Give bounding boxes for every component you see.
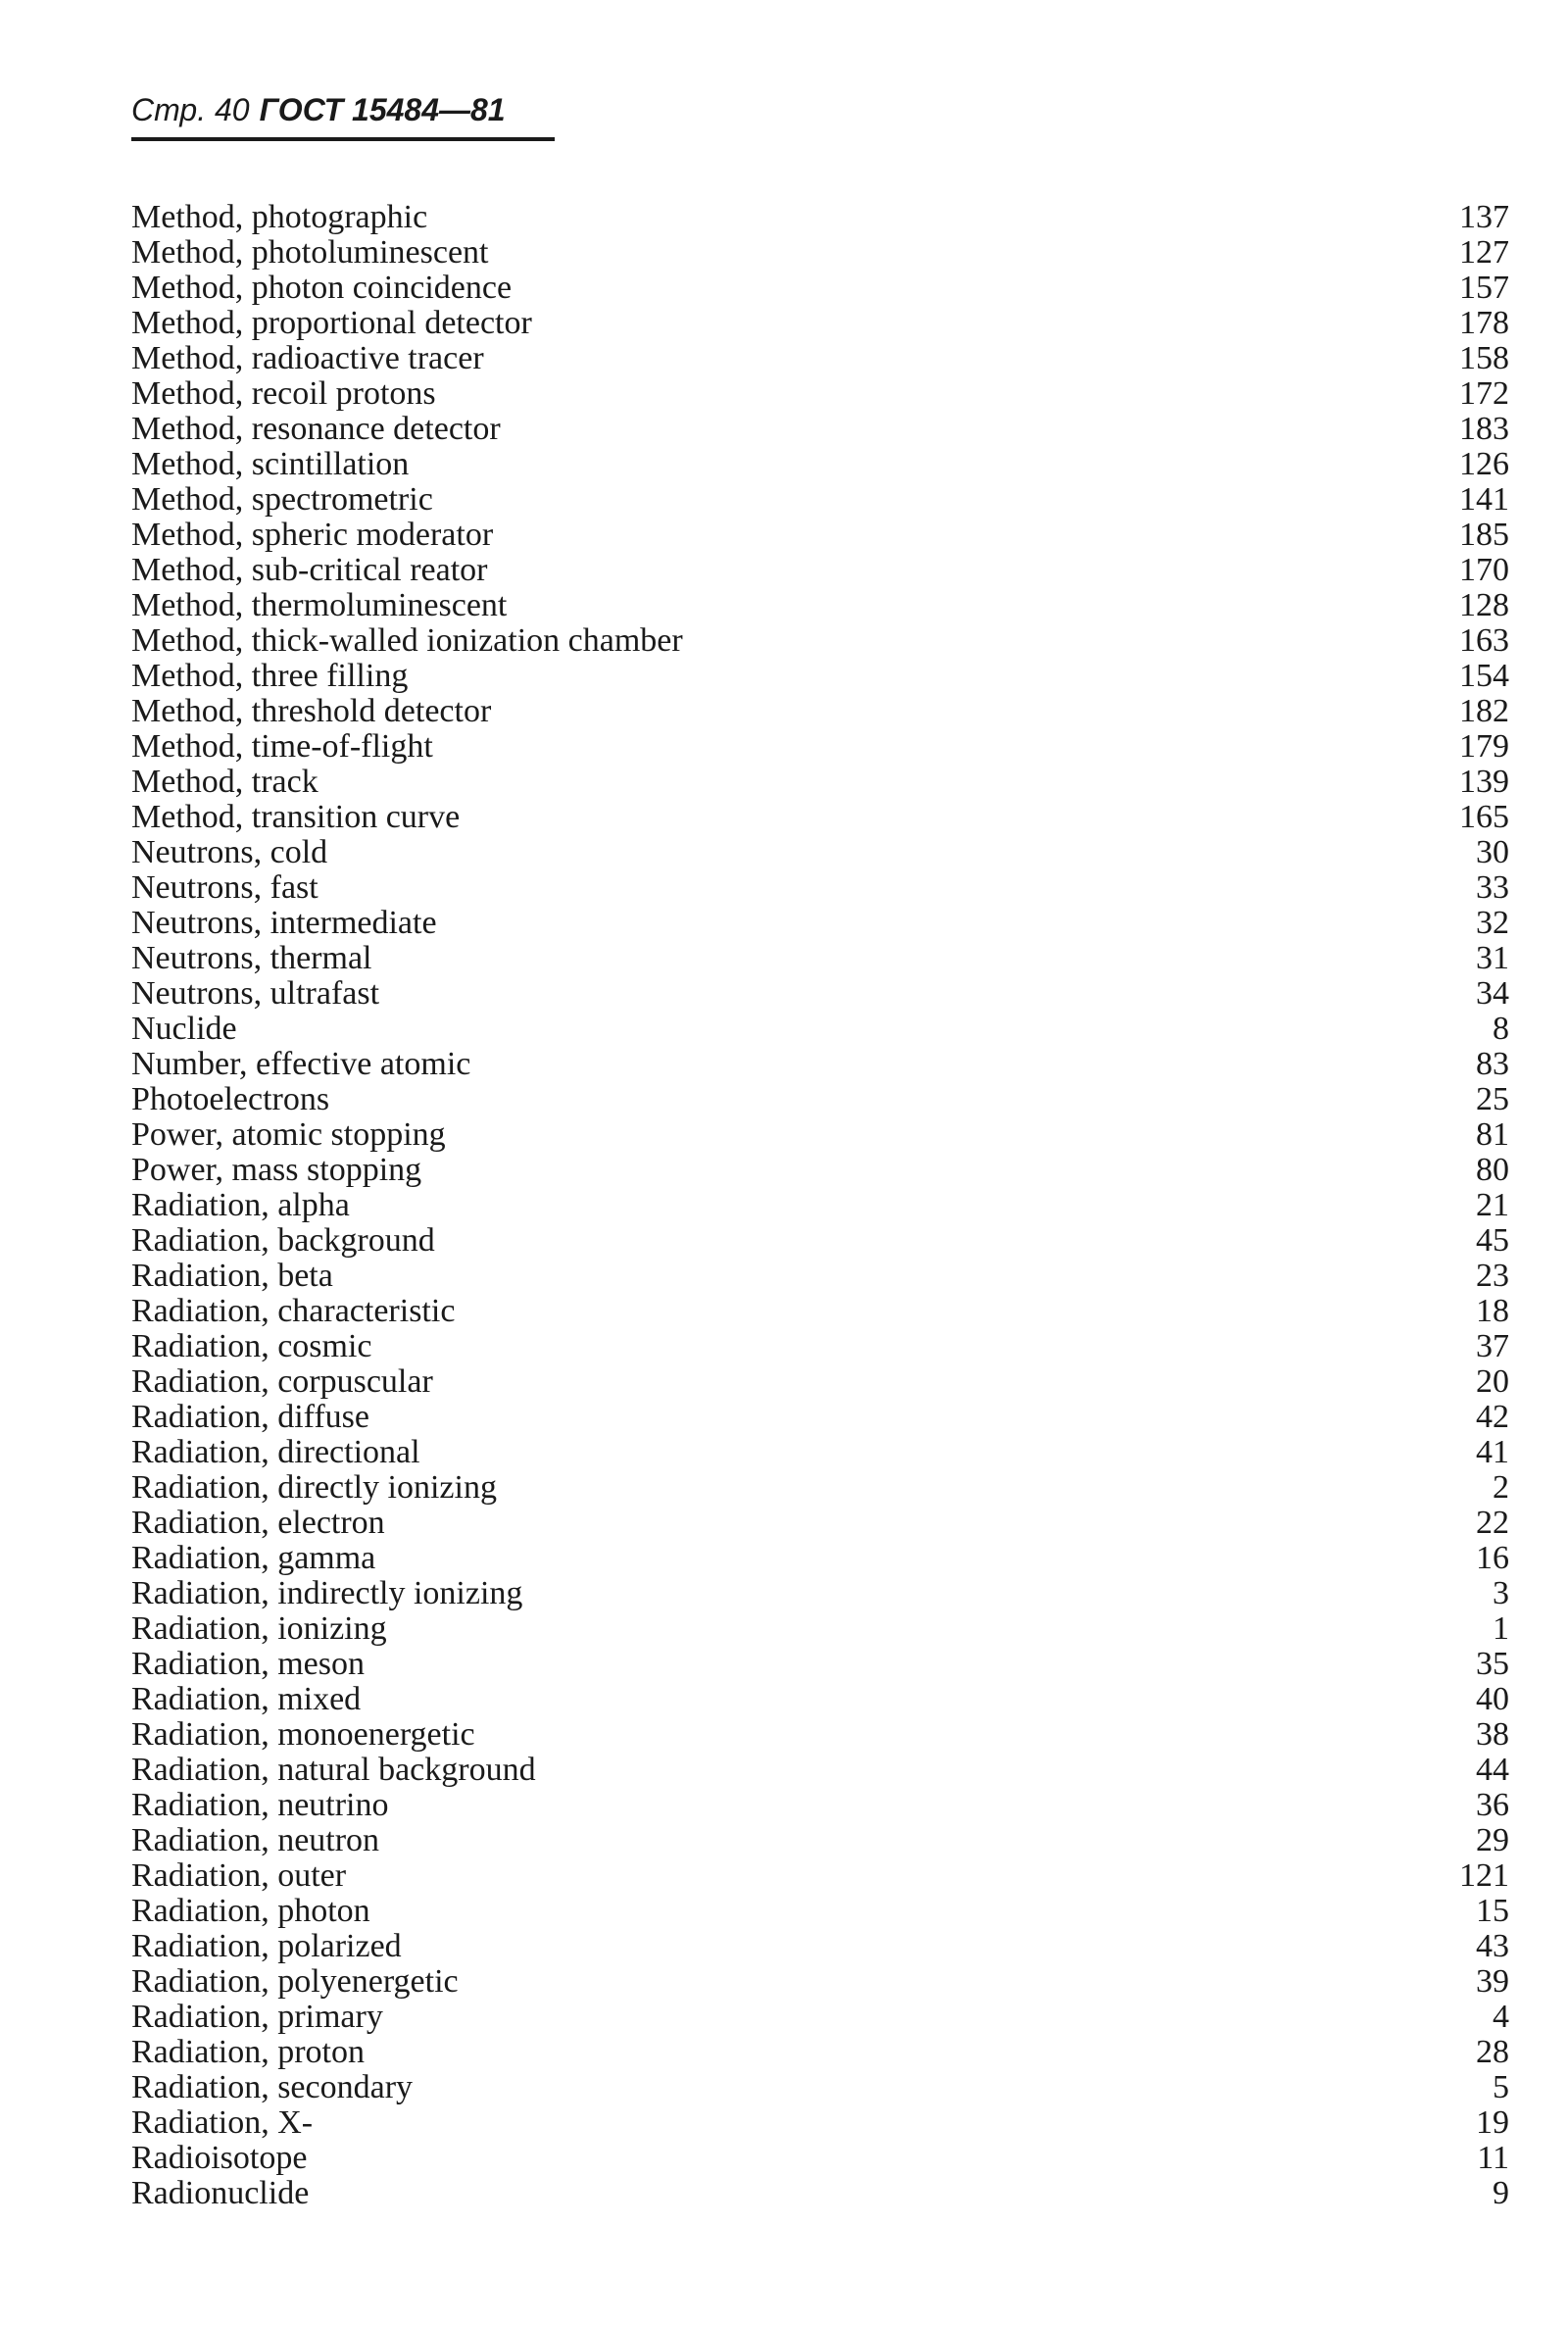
index-term: Method, thermoluminescent (131, 588, 508, 623)
index-page-number: 35 (1476, 1646, 1509, 1682)
index-page-number: 20 (1476, 1363, 1509, 1400)
index-entry (131, 2105, 1509, 2141)
index-entry (131, 1188, 1509, 1223)
index-entry (131, 1435, 1509, 1470)
index-entry (131, 412, 1509, 447)
index-page-number: 1 (1493, 1610, 1509, 1647)
index-term: Radiation, ionizing (131, 1611, 387, 1647)
index-term: Radiation, directly ionizing (131, 1470, 497, 1506)
index-entry (131, 1929, 1509, 1964)
index-term: Method, photoluminescent (131, 235, 489, 271)
index-term: Number, effective atomic (131, 1047, 471, 1082)
index-term: Radiation, background (131, 1223, 435, 1259)
index-entry (131, 1223, 1509, 1259)
index-entry (131, 1682, 1509, 1717)
index-page-number: 127 (1459, 234, 1509, 271)
index-page-number: 45 (1476, 1222, 1509, 1259)
index-term: Radiation, cosmic (131, 1329, 372, 1364)
index-entry (131, 1400, 1509, 1435)
index-entry (131, 1823, 1509, 1858)
index-entry (131, 2000, 1509, 2035)
index-term: Radiation, outer (131, 1858, 347, 1894)
index-term: Radiation, corpuscular (131, 1364, 433, 1400)
index-page-number: 40 (1476, 1681, 1509, 1717)
index-page-number: 16 (1476, 1540, 1509, 1576)
index-entry (131, 1329, 1509, 1364)
standard-designation: ГОСТ 15484—81 (259, 92, 506, 127)
index-term: Radiation, indirectly ionizing (131, 1576, 523, 1611)
index-term: Radiation, X- (131, 2105, 314, 2141)
index-term: Method, photographic (131, 200, 428, 235)
index-entry (131, 1647, 1509, 1682)
index-entry (131, 1047, 1509, 1082)
index-entry (131, 1894, 1509, 1929)
index-page-number: 33 (1476, 869, 1509, 906)
index-entry (131, 1788, 1509, 1823)
index-entry (131, 800, 1509, 835)
index-term: Radiation, secondary (131, 2070, 414, 2105)
index-entry (131, 976, 1509, 1012)
index-term: Radiation, polyenergetic (131, 1964, 459, 2000)
index-term: Method, sub-critical reator (131, 553, 488, 588)
index-page-number: 34 (1476, 975, 1509, 1012)
index-page-number: 42 (1476, 1399, 1509, 1435)
index-page-number: 29 (1476, 1822, 1509, 1858)
index-page-number: 154 (1459, 658, 1509, 694)
index-page-number: 121 (1459, 1857, 1509, 1894)
index-entry (131, 1753, 1509, 1788)
index-term: Radiation, neutrino (131, 1788, 389, 1823)
index-page-number: 2 (1493, 1469, 1509, 1506)
index-page-number: 172 (1459, 375, 1509, 412)
index-page-number: 170 (1459, 552, 1509, 588)
index-entry (131, 341, 1509, 376)
index-entry (131, 2141, 1509, 2176)
index-entry (131, 1576, 1509, 1611)
index-page-number: 18 (1476, 1293, 1509, 1329)
index-page-number: 137 (1459, 199, 1509, 235)
index-entry (131, 1964, 1509, 2000)
index-page-number: 163 (1459, 622, 1509, 659)
index-page-number: 22 (1476, 1505, 1509, 1541)
index-term: Radiation, diffuse (131, 1400, 369, 1435)
index-term: Photoelectrons (131, 1082, 330, 1117)
index-page-number: 179 (1459, 728, 1509, 765)
index-entry (131, 588, 1509, 623)
index-entry (131, 1082, 1509, 1117)
index-page-number: 185 (1459, 517, 1509, 553)
index-page-number: 139 (1459, 764, 1509, 800)
index-entry (131, 1294, 1509, 1329)
index-term: Radiation, polarized (131, 1929, 402, 1964)
index-page-number: 11 (1477, 2140, 1509, 2176)
index-entry (131, 200, 1509, 235)
index-term: Radiation, monoenergetic (131, 1717, 475, 1753)
index-page-number: 141 (1459, 481, 1509, 518)
index-entry (131, 271, 1509, 306)
index-page-number: 8 (1493, 1011, 1509, 1047)
index-entry (131, 835, 1509, 870)
index-term: Method, threshold detector (131, 694, 492, 729)
index-page-number: 183 (1459, 411, 1509, 447)
index-page-number: 43 (1476, 1928, 1509, 1964)
index-page-number: 15 (1476, 1893, 1509, 1929)
index-page-number: 28 (1476, 2034, 1509, 2070)
index-term: Neutrons, ultrafast (131, 976, 380, 1012)
index-term: Neutrons, thermal (131, 941, 372, 976)
index-entry (131, 1858, 1509, 1894)
index-term: Radiation, alpha (131, 1188, 350, 1223)
index-entry (131, 1117, 1509, 1153)
index-term: Method, radioactive tracer (131, 341, 484, 376)
index-term: Radiation, neutron (131, 1823, 380, 1858)
index-page-number: 80 (1476, 1152, 1509, 1188)
index-entry (131, 1364, 1509, 1400)
index-term: Method, resonance detector (131, 412, 501, 447)
index-page-number: 39 (1476, 1963, 1509, 2000)
index-page-number: 158 (1459, 340, 1509, 376)
index-page-number: 19 (1476, 2104, 1509, 2141)
index-page-number: 23 (1476, 1258, 1509, 1294)
index-page-number: 21 (1476, 1187, 1509, 1223)
index-page-number: 3 (1493, 1575, 1509, 1611)
index-page-number: 32 (1476, 905, 1509, 941)
index-term: Radiation, directional (131, 1435, 420, 1470)
index-term: Radiation, proton (131, 2035, 365, 2070)
header-rule (131, 137, 555, 141)
index-term: Method, proportional detector (131, 306, 532, 341)
index-term: Radiation, gamma (131, 1541, 376, 1576)
index-entry (131, 623, 1509, 659)
index-page-number: 128 (1459, 587, 1509, 623)
index-term: Nuclide (131, 1012, 237, 1047)
index-page-number: 83 (1476, 1046, 1509, 1082)
index-page-number: 38 (1476, 1716, 1509, 1753)
page-number: Стр. 40 (131, 92, 250, 127)
index-page-number: 5 (1493, 2069, 1509, 2105)
index-entry (131, 1153, 1509, 1188)
index-page-number: 44 (1476, 1752, 1509, 1788)
index-entry (131, 518, 1509, 553)
index-entry (131, 482, 1509, 518)
index-page-number: 178 (1459, 305, 1509, 341)
index-entry (131, 941, 1509, 976)
index-entry (131, 553, 1509, 588)
index-page-number: 4 (1493, 1999, 1509, 2035)
index-entry (131, 1470, 1509, 1506)
index-term: Method, thick-walled ionization chamber (131, 623, 683, 659)
index-term: Method, recoil protons (131, 376, 436, 412)
index-term: Radiation, beta (131, 1259, 333, 1294)
index-entry (131, 1717, 1509, 1753)
index-page-number: 36 (1476, 1787, 1509, 1823)
index-entry (131, 447, 1509, 482)
index-page-number: 182 (1459, 693, 1509, 729)
index-entry (131, 694, 1509, 729)
index-entry (131, 1259, 1509, 1294)
index-term: Neutrons, intermediate (131, 906, 437, 941)
index-entry (131, 2035, 1509, 2070)
index-page-number: 165 (1459, 799, 1509, 835)
index-entry (131, 1506, 1509, 1541)
index-entry (131, 2070, 1509, 2105)
index-term: Power, mass stopping (131, 1153, 422, 1188)
index-entry (131, 235, 1509, 271)
index-entry (131, 870, 1509, 906)
index-page-number: 9 (1493, 2175, 1509, 2211)
index-term: Method, time-of-flight (131, 729, 433, 765)
index-page-number: 31 (1476, 940, 1509, 976)
index-term: Method, three filling (131, 659, 409, 694)
index-entry (131, 376, 1509, 412)
index-entry (131, 1012, 1509, 1047)
index-term: Radiation, natural background (131, 1753, 536, 1788)
index-term: Neutrons, cold (131, 835, 328, 870)
index-entry (131, 1541, 1509, 1576)
index-entry (131, 765, 1509, 800)
index-page-number: 37 (1476, 1328, 1509, 1364)
index-term: Neutrons, fast (131, 870, 318, 906)
index-entry (131, 659, 1509, 694)
index-term: Method, scintillation (131, 447, 410, 482)
index-term: Power, atomic stopping (131, 1117, 446, 1153)
index-term: Radionuclide (131, 2176, 310, 2211)
index-term: Method, spectrometric (131, 482, 433, 518)
index-entry (131, 906, 1509, 941)
index-term: Radiation, primary (131, 2000, 383, 2035)
index-entry (131, 2176, 1509, 2211)
index-term: Radiation, characteristic (131, 1294, 456, 1329)
index-term: Method, spheric moderator (131, 518, 494, 553)
index-term: Radioisotope (131, 2141, 308, 2176)
index-term: Radiation, photon (131, 1894, 370, 1929)
index-entry (131, 729, 1509, 765)
index-page-number: 30 (1476, 834, 1509, 870)
index-page-number: 25 (1476, 1081, 1509, 1117)
index-term: Radiation, mixed (131, 1682, 362, 1717)
index-page-number: 81 (1476, 1116, 1509, 1153)
index-term: Radiation, electron (131, 1506, 385, 1541)
index-page-number: 157 (1459, 270, 1509, 306)
page-header (131, 90, 506, 129)
index-term: Method, photon coincidence (131, 271, 513, 306)
index-list (131, 200, 1509, 2211)
index-term: Radiation, meson (131, 1647, 365, 1682)
index-term: Method, track (131, 765, 318, 800)
index-entry (131, 306, 1509, 341)
index-term: Method, transition curve (131, 800, 461, 835)
index-entry (131, 1611, 1509, 1647)
index-page-number: 126 (1459, 446, 1509, 482)
index-page-number: 41 (1476, 1434, 1509, 1470)
